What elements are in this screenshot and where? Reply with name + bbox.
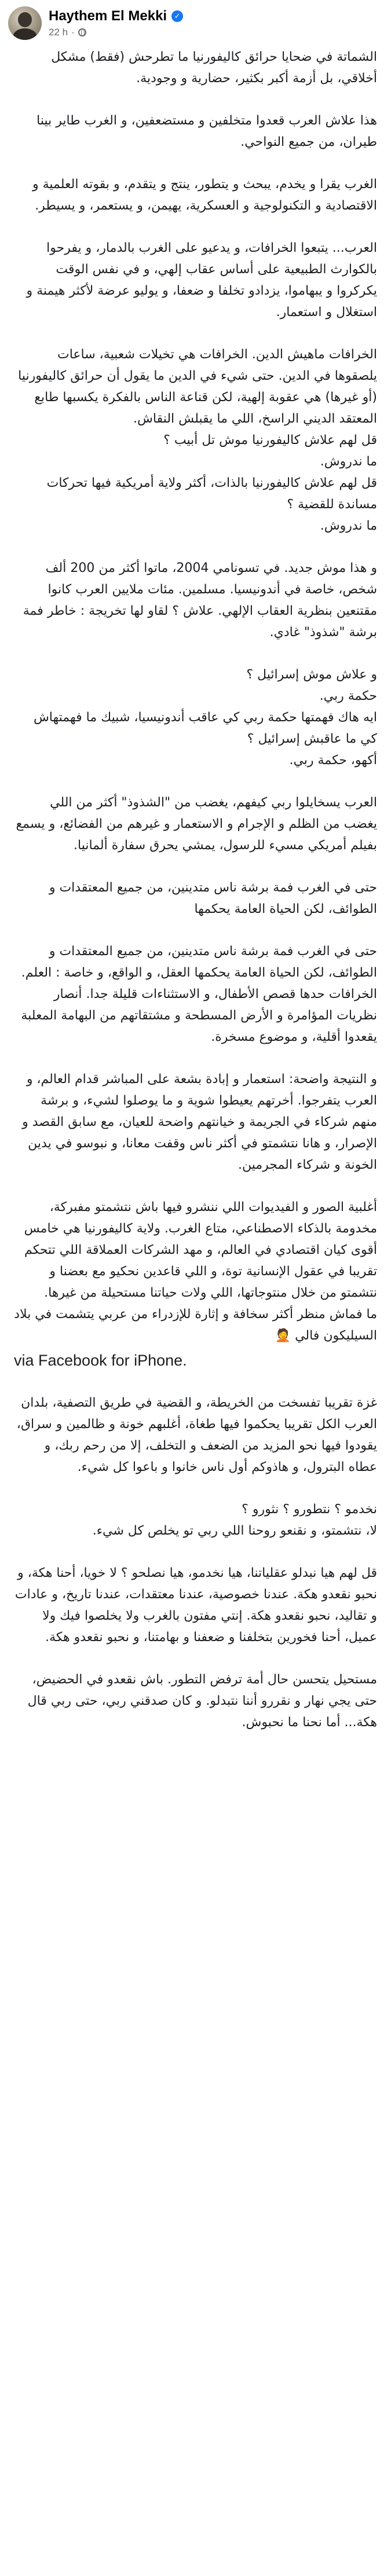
post-paragraph: الخرافات ماهيش الدين. الخرافات هي تخيلات شعبية، ساعات يلصقوها في الدين. حتى شيء في الدين ما يقول أن حرائق كاليفورنيا (أو غيرها) هي عقوبة إلهية، لكن قناعة الناس بالفكرة يكسبها طابع المعتقد الديني الراسخ، اللي ما يقبلش النقاش. قل لهم علاش كاليفورنيا موش تل أبيب ؟ ما ندروش. قل لهم علاش كاليفورنيا بالذات، أكثر ولاية أمريكية فيها تحركات مساندة للقضية ؟ ما ندروش.	[18, 347, 377, 533]
public-globe-icon	[78, 28, 86, 36]
post-paragraph: الغرب يقرا و يخدم، يبحث و يتطور، ينتج و يتقدم، و بقوته العلمية و الاقتصادية و التكنولوجية و العسكرية، يهيمن، و يستعمر، و يسيطر.	[28, 177, 377, 213]
author-name[interactable]: Haythem El Mekki	[49, 8, 167, 24]
post-paragraph: أغلبية الصور و الفيديوات اللي ننشرو فيها باش نتشمتو مفبركة، مخدومة بالذكاء الاصطناعي، متاع الغرب. ولاية كاليفورنيا هي خامس أقوى كيان اقتصادي في العالم، و مهد الشركات العملاقة اللي تتحكم تقريبا في عقول الإنسانية توة، و اللي قاعدين نحكيو مع بعضنا و نتشمتو من خلال منتوجاتها، اللي ولات حياتنا مستحيلة من غيرها. ما فماش منظر أكثر سخافة و إثارة للإزدراء من عربي يتشمت في بلاد السيليكون فالي 🤦	[14, 1200, 377, 1343]
via-facebook-line: via Facebook for iPhone.	[14, 1352, 187, 1369]
post-paragraph: الشماتة في ضحايا حرائق كاليفورنيا ما تطرحش (فقط) مشكل أخلاقي، بل أزمة أكبر بكثير، حضارية و وجودية.	[47, 50, 377, 86]
post-header	[0, 0, 391, 46]
post-paragraph: هذا علاش العرب قعدوا متخلفين و مستضعفين، و الغرب طاير بينا طيران، من جميع النواحي.	[32, 113, 377, 149]
post-paragraph: نخدمو ؟ نتطورو ؟ نثورو ؟ لا، نتشمتو، و نقنعو روحنا اللي ربي تو يخلص كل شيء.	[92, 1502, 377, 1538]
author-line	[49, 8, 183, 24]
post-paragraph: العرب... يتبعوا الخرافات، و يدعيو على الغرب بالدمار، و يفرحوا بالكوارث الطبيعية على أساس عقاب إلهي، و في نفس الوقت يكركروا و يبهاموا، يزدادو تخلفا و ضعفا، و يوليو عرضة لأكثر هيمنة و استغلال و استعمار.	[22, 241, 377, 320]
post-body	[0, 46, 391, 1733]
author-block	[49, 8, 183, 38]
post-paragraph: مستحيل يتحسن حال أمة ترفض التطور. باش نقعدو في الحضيض، حتى يجي نهار و نقررو أننا نتبدلو. و كان صدقني ربي، حتى ربي قال هكة... أما نحنا ما نحبوش.	[23, 1672, 377, 1730]
post-paragraph: و النتيجة واضحة: استعمار و إبادة بشعة على المباشر قدام العالم، و العرب يتفرجوا. أخرتهم يعيطوا شوية و ما يوصلوا لشيء، و برشة منهم شركاء في الجريمة و خيانتهم واضحة للعيان، مع سابق القصد و الإصرار، و هانا نتشمتو في أكثر ناس وقفت معانا، و نبوسو في يدين الخونة و شركاء المجرمين.	[18, 1072, 377, 1172]
post-paragraph: و علاش موش إسرائيل ؟ حكمة ربي. ايه هاك فهمتها حكمة ربي كي عاقب أندونيسيا، شبيك ما فهمتهاش كي ما عاقبش إسرائيل ؟ أكهو، حكمة ربي.	[33, 667, 377, 768]
meta-separator: ·	[71, 27, 75, 38]
verified-badge-icon: ✓	[171, 10, 183, 22]
post-meta	[49, 27, 183, 38]
post-time[interactable]: 22 h	[49, 27, 68, 38]
post-paragraph: حتى في الغرب فمة برشة ناس متدينين، من جميع المعتقدات و الطوائف، لكن الحياة العامة يحكمها العقل، و الواقع، و خاصة : العلم. الخرافات حدها قصص الأطفال، و الاستثناءات قليلة جدا. أنصار نظريات المؤامرة و الأرض المسطحة و مشتقاتهم من البهامة المعلبة يقعدوا أقلية، و موضوع مسخرة.	[21, 944, 377, 1044]
post-paragraph: غزة تقريبا تفسخت من الخريطة، و القضية في طريق التصفية، بلدان العرب الكل تقريبا يحكموا فيها طغاة، أغلبهم خونة و ظالمين و سراق، يقودوا فيها نحو المزيد من الضعف و التخلف، إلا من رحم ربك، و عطاه البترول، و هاذوكم أول ناس خانوا و باعوا كل شيء.	[12, 1396, 377, 1474]
post-paragraph: حتى في الغرب فمة برشة ناس متدينين، من جميع المعتقدات و الطوائف، لكن الحياة العامة يحكمها	[45, 880, 377, 916]
author-avatar[interactable]	[8, 6, 42, 40]
post-paragraph: قل لهم هيا نبدلو عقلياتنا، هيا نخدمو، هيا نصلحو ؟ لا خويا، أحنا هكة، و نحبو نقعدو هكة. عندنا خصوصية، عندنا معتقدات، عندنا تاريخ، و عادات و تقاليد، نحبو نقعدو هكة. إنتي مفتون بالغرب ولا يخلصوا فيك ولا عميل، أحنا فخورين بتخلفنا و ضعفنا و بهامتنا، و نحبو نقعدو هكة.	[10, 1566, 377, 1645]
post-paragraph: العرب يسخايلوا ربي كيفهم، يغضب من "الشذوذ" أكثر من اللي يغضب من الظلم و الإجرام و الاستعمار و غيرهم من الفضائع، و يسمع بفيلم أمريكي مسيء للرسول، يمشي يحرق سفارة ألمانيا.	[12, 795, 377, 853]
post-paragraph: و هذا موش جديد. في تسونامي 2004، ماتوا أكثر من 200 ألف شخص، خاصة في أندونيسيا. مسلمين. مئات ملايين العرب كانوا مقتنعين بنظرية العقاب الإلهي. علاش ؟ لقاو لها تخريجة : خاطر فمة برشة "شذوذ" غادي.	[19, 561, 377, 640]
